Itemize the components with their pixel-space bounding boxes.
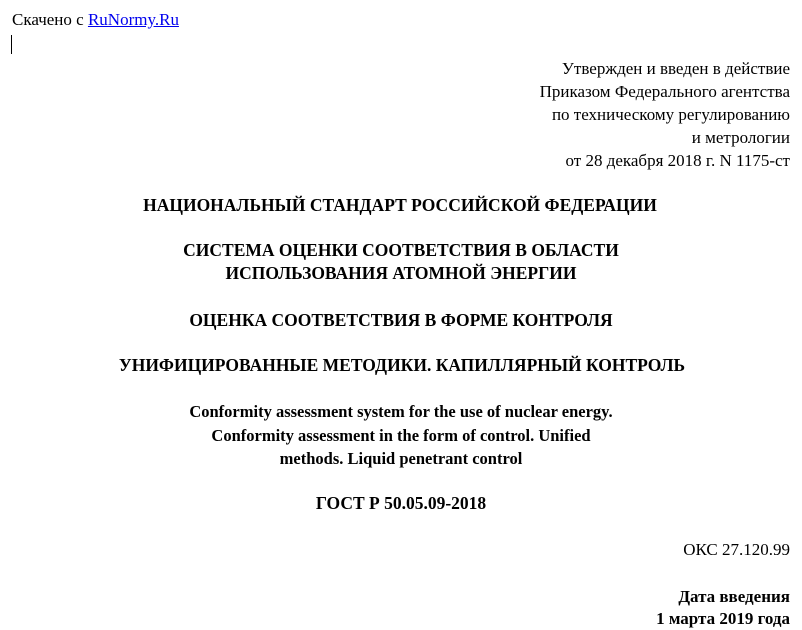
approval-line: Утвержден и введен в действие xyxy=(561,59,790,78)
approval-line: Приказом Федерального агентства xyxy=(539,82,790,101)
system-heading-line2: ИСПОЛЬЗОВАНИЯ АТОМНОЙ ЭНЕРГИИ xyxy=(225,263,577,283)
english-title-line: methods. Liquid penetrant control xyxy=(279,449,523,468)
system-heading-line1: СИСТЕМА ОЦЕНКИ СООТВЕТСТВИЯ В ОБЛАСТИ xyxy=(183,240,619,260)
english-title-line: Conformity assessment in the form of control. Unified xyxy=(211,425,591,445)
approval-line: от 28 декабря 2018 г. N 1175-ст xyxy=(565,151,790,170)
standard-designation: ГОСТ Р 50.05.09-2018 xyxy=(315,493,487,513)
text-cursor xyxy=(11,35,12,54)
assessment-heading: ОЦЕНКА СООТВЕТСТВИЯ В ФОРМЕ КОНТРОЛЯ xyxy=(189,310,613,330)
approval-block xyxy=(390,57,790,172)
approval-line: и метрологии xyxy=(691,128,790,147)
approval-line: по техническому регулированию xyxy=(551,105,790,124)
classification-code: ОКС 27.120.99 xyxy=(683,540,790,559)
introduction-date-value: 1 марта 2019 года xyxy=(656,609,790,628)
methods-heading: УНИФИЦИРОВАННЫЕ МЕТОДИКИ. КАПИЛЛЯРНЫЙ КОНТРОЛЬ xyxy=(118,355,686,375)
source-link[interactable]: RuNormy.Ru xyxy=(87,10,179,29)
system-heading xyxy=(0,239,802,285)
english-title-line: Conformity assessment system for the use of nuclear energy. xyxy=(189,402,613,421)
national-standard-heading: НАЦИОНАЛЬНЫЙ СТАНДАРТ РОССИЙСКОЙ ФЕДЕРАЦИИ xyxy=(143,195,657,215)
source-prefix: Скачено с xyxy=(12,10,88,29)
source-line xyxy=(12,9,179,31)
english-title xyxy=(0,400,802,471)
introduction-date-label: Дата введения xyxy=(678,587,790,606)
